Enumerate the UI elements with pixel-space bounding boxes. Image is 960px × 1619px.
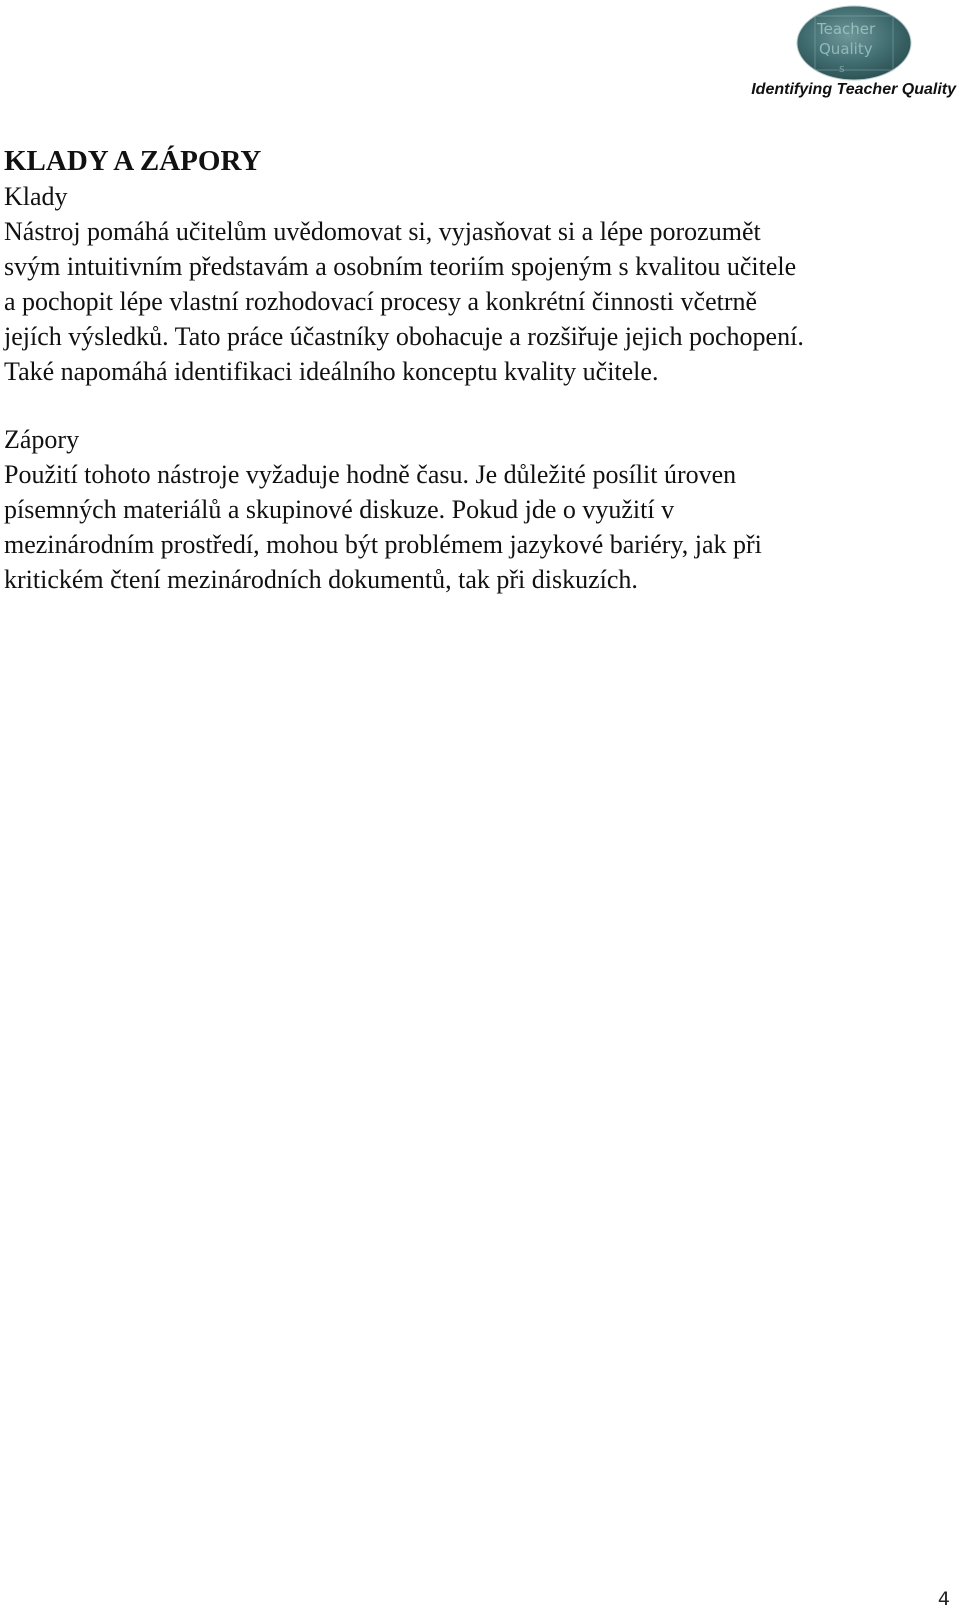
paragraph-line: Použití tohoto nástroje vyžaduje hodně času. Je důležité posílit úroven [4, 460, 737, 489]
paragraph-line: jejích výsledků. Tato práce účastníky obohacuje a rozšiřuje jejich pochopení. [4, 322, 804, 351]
document-body [4, 144, 944, 597]
paragraph-line: a pochopit lépe vlastní rozhodovací procesy a konkrétní činnosti včetrně [4, 287, 758, 316]
document-heading: KLADY A ZÁPORY [4, 145, 262, 177]
paragraph-line: Nástroj pomáhá učitelům uvědomovat si, vyjasňovat si a lépe porozumět [4, 217, 761, 246]
paragraph-line: svým intuitivním představám a osobním teoriím spojeným s kvalitou učitele [4, 252, 797, 281]
section-pros-paragraph [4, 214, 944, 389]
paragraph-line: mezinárodním prostředí, mohou být problémem jazykové bariéry, jak při [4, 530, 762, 559]
teacher-quality-logo [795, 4, 913, 82]
paragraph-line: kritickém čtení mezinárodních dokumentů, tak při diskuzích. [4, 565, 638, 594]
section-title-cons: Zápory [4, 425, 80, 454]
header-title: Identifying Teacher Quality [751, 81, 956, 98]
paragraph-line: Také napomáhá identifikaci ideálního konceptu kvality učitele. [4, 357, 659, 386]
page-header [0, 0, 960, 110]
paragraph-line: písemných materiálů a skupinové diskuze. Pokud jde o využití v [4, 495, 675, 524]
section-cons-paragraph [4, 457, 944, 597]
svg-text:s: s [839, 62, 845, 75]
svg-text:Teacher: Teacher [817, 20, 876, 38]
page-number: 4 [937, 1588, 950, 1610]
svg-text:Quality: Quality [819, 40, 873, 58]
section-gap [4, 389, 944, 422]
section-title-pros: Klady [4, 182, 68, 211]
